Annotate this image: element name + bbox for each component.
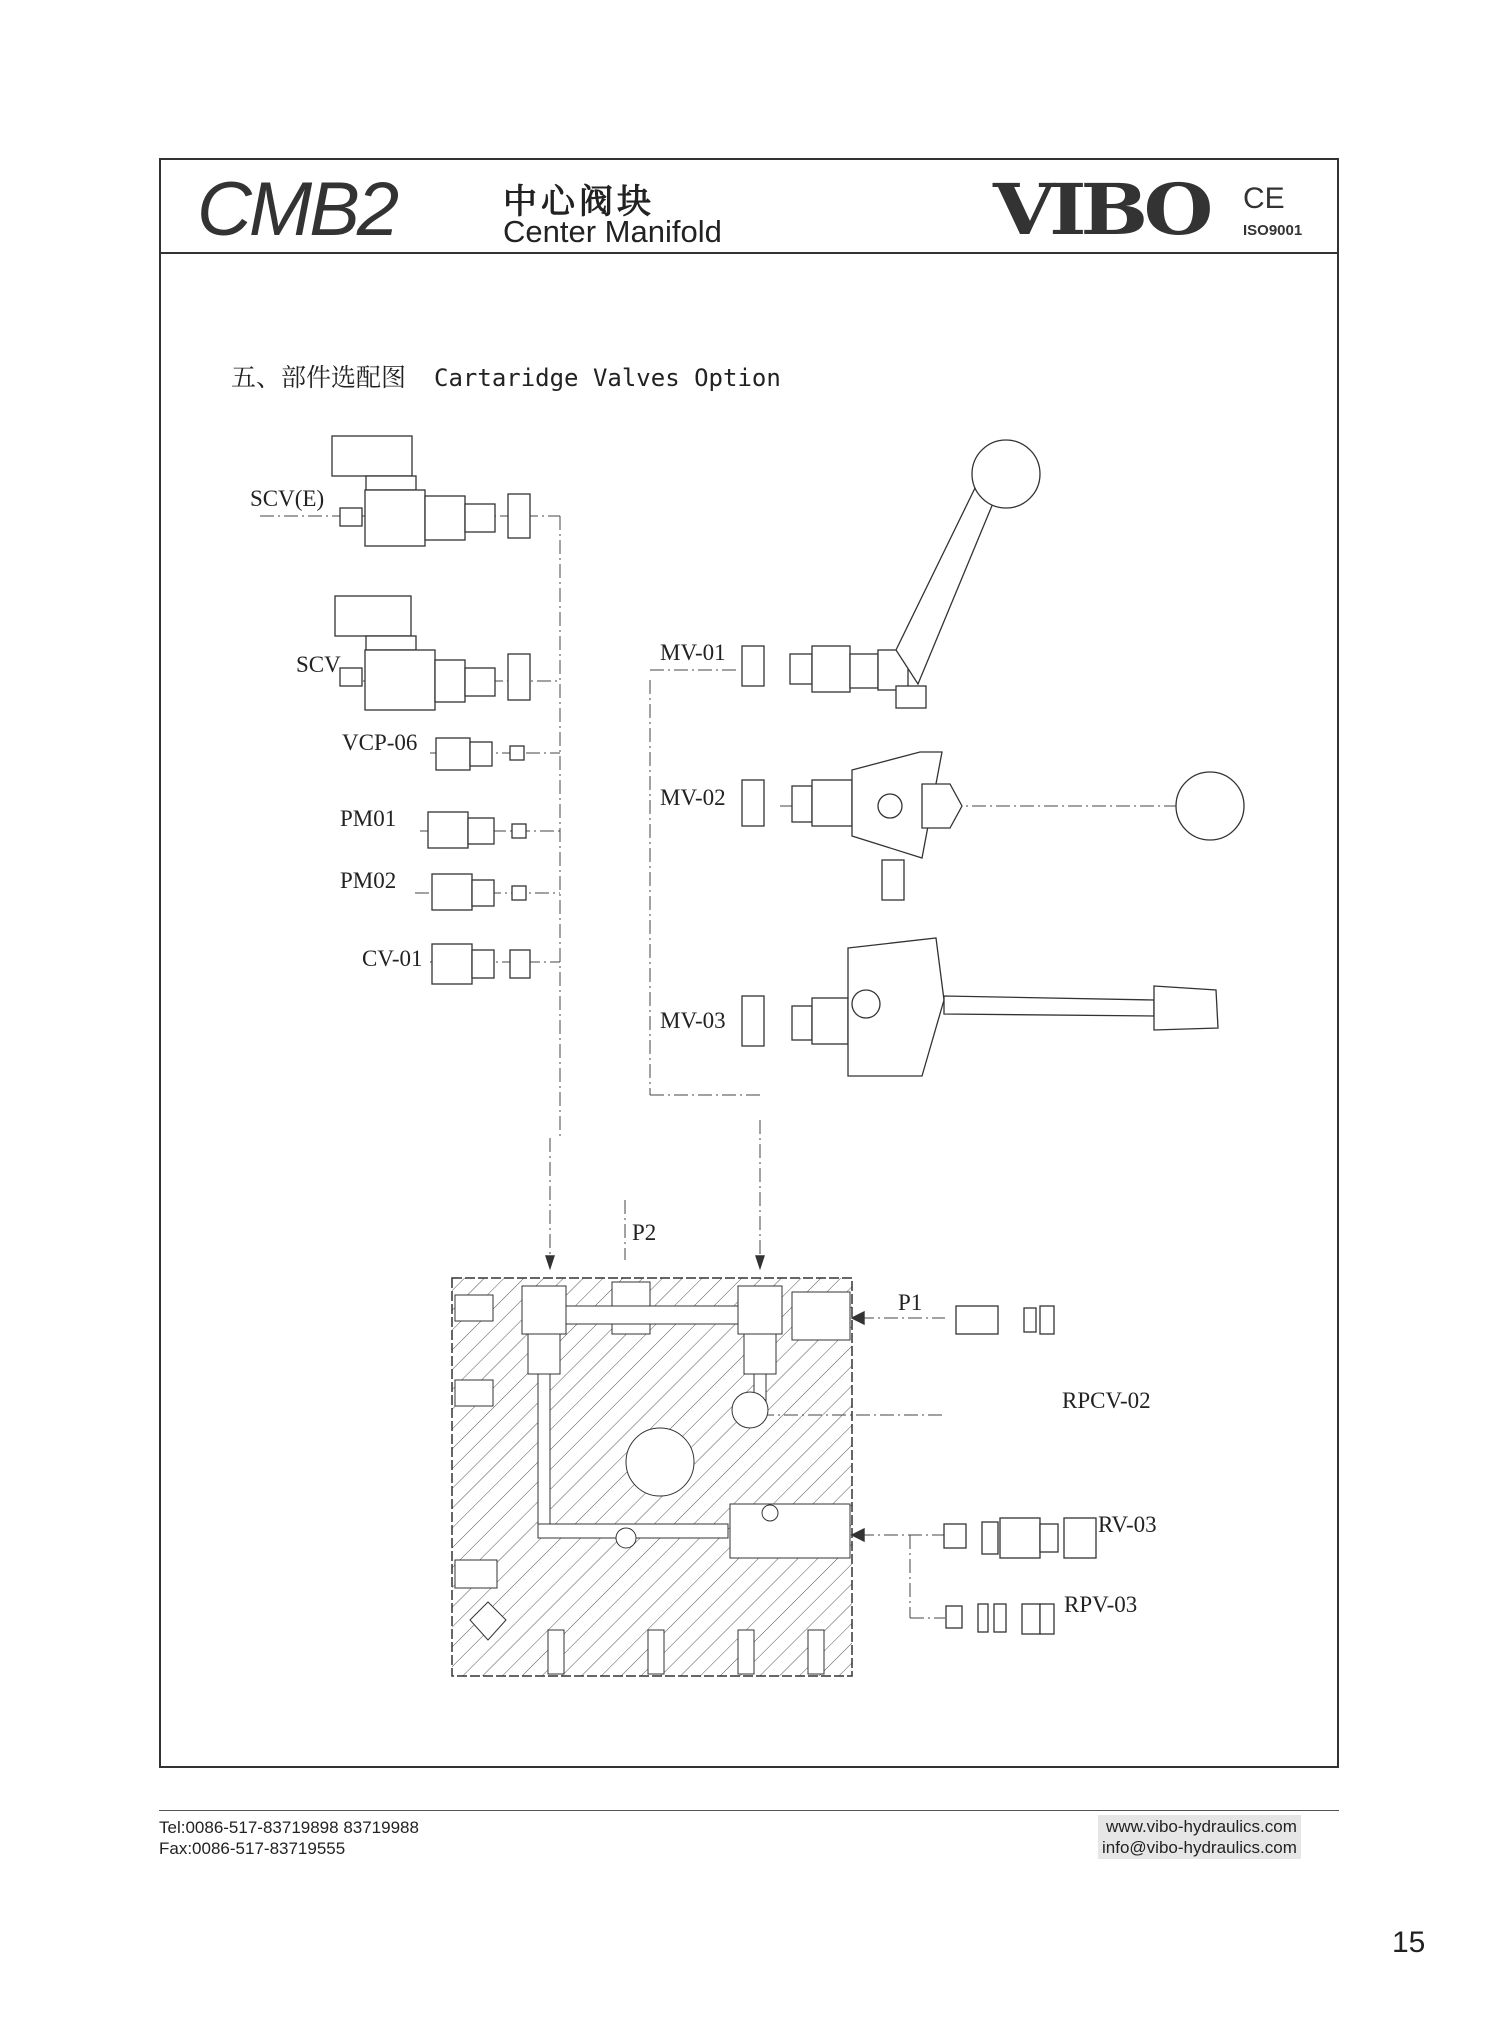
model-code: CMB2: [197, 167, 397, 252]
label-rpv-03: RPV-03: [1064, 1592, 1138, 1617]
section-title-en: Cartaridge Valves Option: [434, 364, 781, 392]
title-chinese: 中心阀块: [503, 182, 655, 222]
label-mv-03: MV-03: [660, 1008, 726, 1033]
pm02-body: [432, 874, 472, 910]
label-scv: SCV: [296, 652, 341, 677]
label-mv-01: MV-01: [660, 640, 726, 665]
left-components: [332, 436, 530, 984]
web-contact: [1098, 1815, 1301, 1859]
manual-valves: [742, 440, 1244, 1076]
ce-mark: CE: [1243, 182, 1285, 215]
label-port-p2: P2: [632, 1220, 657, 1245]
cv-01-body: [432, 944, 472, 984]
contact-info: [159, 1817, 419, 1859]
section-title-cn: 五、部件选配图: [231, 363, 407, 392]
label-pm02: PM02: [340, 868, 397, 893]
brand-logo: VIBO: [993, 167, 1208, 251]
website-link[interactable]: www.vibo-hydraulics.com: [1106, 1817, 1297, 1836]
label-mv-02: MV-02: [660, 785, 726, 810]
pm01-body: [428, 812, 468, 848]
title-english: Center Manifold: [503, 214, 722, 249]
iso-mark: ISO9001: [1243, 222, 1303, 239]
manifold-block: [452, 1278, 852, 1676]
tel-line: Tel:0086-517-83719898 83719988: [159, 1818, 419, 1837]
right-components: [944, 1306, 1096, 1634]
fax-line: Fax:0086-517-83719555: [159, 1839, 346, 1858]
email-link[interactable]: info@vibo-hydraulics.com: [1102, 1838, 1297, 1857]
label-scv-e: SCV(E): [250, 486, 325, 511]
page-number: 15: [1392, 1926, 1426, 1959]
vcp-06-body: [436, 738, 470, 770]
label-cv-01: CV-01: [362, 946, 423, 971]
label-vcp-06: VCP-06: [342, 730, 418, 755]
label-rv-03: RV-03: [1098, 1512, 1157, 1537]
label-rpcv-02: RPCV-02: [1062, 1388, 1151, 1413]
scv-e-coil-connector: [332, 436, 412, 476]
scv-coil-connector: [335, 596, 411, 636]
label-port-p1: P1: [898, 1290, 923, 1315]
label-pm01: PM01: [340, 806, 397, 831]
footer-divider: [159, 1810, 1339, 1811]
